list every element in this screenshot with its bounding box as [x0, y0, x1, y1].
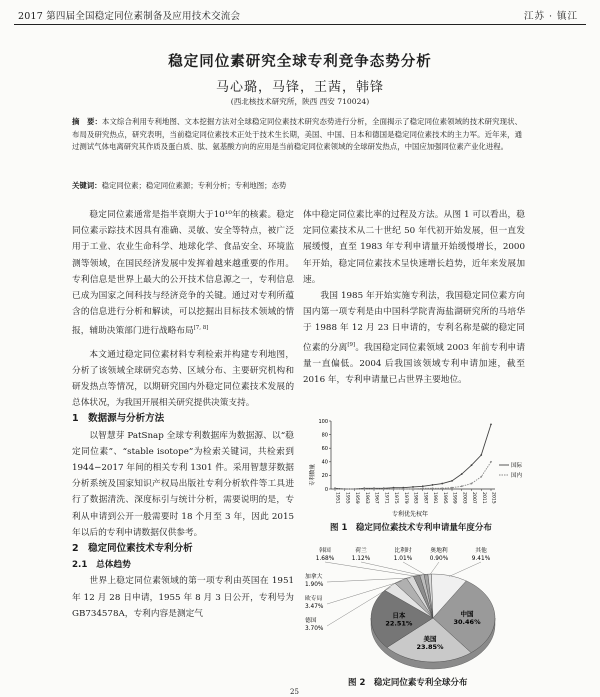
- paper-authors: 马心璐，马锋，王茜，韩锋: [215, 80, 384, 95]
- fig2-slice-value: 1.68%: [315, 556, 335, 562]
- fig1-data-point: [490, 461, 492, 463]
- figure-1-caption: 图 1 稳定同位素技术专利申请量年度分布: [330, 523, 492, 533]
- paper-title: 稳定同位素研究全球专利竞争态势分析: [168, 53, 432, 70]
- fig2-slice-value: 23.85%: [416, 643, 444, 652]
- fig1-data-point: [393, 488, 395, 490]
- fig1-x-tick-label: 2011: [480, 492, 486, 504]
- fig1-x-tick-label: 1975: [393, 492, 399, 504]
- fig1-data-point: [402, 488, 404, 490]
- fig1-y-tick-label: 100: [318, 418, 328, 425]
- fig1-series-line-0: [335, 424, 491, 489]
- fig1-data-point: [490, 424, 492, 426]
- fig1-x-tick-label: 1983: [412, 492, 418, 504]
- fig2-leader-line: [430, 562, 439, 575]
- fig1-data-point: [412, 486, 414, 488]
- fig1-x-tick-label: 1951: [334, 492, 340, 504]
- page-number: 25: [290, 688, 299, 696]
- fig1-data-point: [461, 485, 463, 487]
- section-2-heading: 2 稳定同位素技术专利分析: [72, 542, 193, 554]
- fig2-slice-value: 22.51%: [385, 619, 413, 628]
- fig1-data-point: [441, 483, 443, 485]
- fig1-x-tick-label: 1979: [402, 492, 408, 504]
- fig2-slice-label: 德国: [305, 618, 317, 624]
- fig1-x-tick-label: 1963: [363, 492, 369, 504]
- fig1-data-point: [451, 487, 453, 489]
- fig2-slice-label: 日本: [392, 611, 406, 620]
- fig1-data-point: [432, 484, 434, 486]
- paper-affiliation: (西北核技术研究所，陕西 西安 710024): [230, 97, 370, 106]
- figure-2-pie-chart: [303, 546, 525, 674]
- abstract-label: 摘 要：: [72, 117, 103, 126]
- left-column: [72, 207, 294, 622]
- fig1-x-tick-label: 2007: [471, 492, 477, 504]
- fig1-y-tick-label: 80: [321, 432, 328, 439]
- fig2-slice-value: 3.47%: [305, 604, 324, 610]
- keywords-label: 关键词：: [72, 181, 102, 190]
- fig2-slice-label: 比利时: [394, 548, 412, 554]
- fig1-y-tick-label: 0: [324, 486, 328, 493]
- fig2-slice-value: 1.90%: [305, 582, 324, 588]
- section-2-1-heading: 2.1 总体趋势: [72, 560, 131, 571]
- fig2-slice-label: 韩国: [319, 548, 331, 554]
- keywords: [72, 180, 522, 191]
- fig1-y-tick-label: 20: [321, 473, 328, 480]
- fig1-data-point: [344, 488, 346, 490]
- fig2-slice-label: 其他: [475, 548, 487, 554]
- fig1-x-tick-label: 1967: [373, 492, 379, 504]
- fig1-data-point: [471, 464, 473, 466]
- fig1-x-tick-label: 2003: [461, 492, 467, 504]
- section-2-1-body: 世界上稳定同位素领域的第一项专利由英国在 1951 年 12 月 28 日申请，1955 年 8 月 3 日公开，专利号为 GB734578A，专利内容是测定气: [72, 576, 294, 619]
- fig1-x-tick-label: 1987: [422, 492, 428, 504]
- fig1-data-point: [383, 488, 385, 490]
- header-rule: [14, 24, 586, 25]
- fig1-data-point: [432, 487, 434, 489]
- fig1-data-point: [471, 483, 473, 485]
- china-paragraph: 我国 1985 年开始实施专利法，我国稳定同位素方向国内第一项专利是由中国科学院青海盐湖研究所的马培华于 1988 年 12 月 23 日申请的，专利名称是碳的稳定同位素的分离[9]。我国稳定同位素领域 2003 年前专利申请量一直偏低。2004 后我国该领域专利申请加速，截至 2016 年，专利申请量已占世界主要地位。: [303, 291, 526, 385]
- running-header-location: 江苏 · 镇江: [523, 11, 578, 22]
- fig1-data-point: [334, 488, 336, 490]
- fig2-slice-value: 30.46%: [453, 617, 481, 626]
- fig1-y-tick-label: 40: [321, 459, 328, 466]
- running-header-conference: 2017 第四届全国稳定同位素制备及应用技术交流会: [18, 11, 241, 22]
- fig1-data-point: [480, 454, 482, 456]
- fig2-slice-label: 中国: [460, 609, 474, 618]
- fig2-slice-value: 3.70%: [305, 626, 324, 632]
- fig1-data-point: [412, 488, 414, 490]
- fig1-legend-label: 国内: [511, 473, 523, 479]
- fig1-data-point: [373, 488, 375, 490]
- abstract: [72, 116, 522, 154]
- fig1-series-line-1: [335, 462, 491, 489]
- fig2-slice-label: 欧专局: [305, 596, 323, 602]
- fig2-plot-area: [305, 546, 495, 669]
- fig1-data-point: [441, 487, 443, 489]
- right-column: [303, 207, 525, 388]
- fig1-data-point: [451, 480, 453, 482]
- intro-paragraph-1: 稳定同位素通常是指半衰期大于10¹⁰年的核素。稳定同位素示踪技术因具有准确、灵敏、安全等特点，被广泛用于工业、农业生命科学、地球化学、食品安全、环境监测等领域，在国民经济发展中发挥着越来越重要的作用。专利信息是世界上最大的公开技术信息源之一，专利信息已成为国家之间科技与经济竞争的关键。通过对专利所蕴含的信息进行分析和解读，可以挖掘出目标技术领域的情报，辅助决策部门进行战略布局[7, 8]: [72, 210, 294, 337]
- fig2-slice-value: 1.12%: [351, 556, 371, 562]
- fig1-x-tick-label: 1991: [432, 492, 438, 504]
- trend-paragraph: 体中稳定同位素比率的过程及方法。从图 1 可以看出，稳定同位素技术从二十世纪 50 年代初开始发展，但一直发展缓慢，直至 1983 年专利申请量开始缓慢增长，2000 年开始，稳定同位素技术呈快速增长趋势，近年来发展加速。: [303, 210, 525, 285]
- fig1-x-tick-label: 1959: [354, 492, 360, 504]
- fig1-data-point: [480, 476, 482, 478]
- figure-2-caption: 图 2 稳定同位素专利全球分布: [348, 678, 468, 688]
- fig1-data-point: [461, 473, 463, 475]
- fig2-leader-line: [361, 562, 422, 576]
- figure-1-line-chart: [305, 415, 527, 519]
- fig1-x-tick-label: 1999: [451, 492, 457, 504]
- fig1-data-point: [363, 488, 365, 490]
- fig2-slice-label: 奥地利: [430, 548, 448, 554]
- keywords-text: 稳定同位素；稳定同位素源；专利分析；专利地图；态势: [101, 181, 287, 190]
- fig1-y-tick-label: 60: [321, 446, 328, 452]
- fig1-data-point: [422, 485, 424, 487]
- fig2-leader-line: [327, 578, 410, 582]
- intro-paragraph-2: 本文通过稳定同位素材料专利检索并构建专利地图，分析了该领域全球研究态势、区域分布、主要研究机构和研发热点等情况，以期研究国内外稳定同位素技术发展的总体状况，为我国开展相关研究提供决策支持。: [72, 349, 294, 409]
- fig2-slice-label: 荷兰: [355, 548, 367, 554]
- fig1-x-tick-label: 1955: [344, 492, 350, 504]
- fig2-slice-label: 美国: [423, 635, 437, 644]
- citation-ref: [9]: [347, 341, 356, 348]
- fig2-leader-line: [403, 562, 426, 575]
- section-1-body: 以智慧芽 PatSnap 全球专利数据库为数据源、以“稳定同位素”、“stable isotope”为检索关键词，共检索到 1944−2017 年间的相关专利 1301 件。采用智慧芽数据分析系统及国家知识产权局出版社专利分析软件等工具进行了数据清洗、深度标引与统计分析，需要说明的是，专利从申请到公开一般需要时 18 个月至 3 年，因此 2015 年以后的专利申请数据仅供参考。: [72, 430, 294, 538]
- fig1-data-point: [354, 488, 356, 490]
- fig2-slice-label: 加拿大: [305, 574, 323, 580]
- fig1-ylabel: 专利数量: [310, 463, 316, 487]
- fig1-x-tick-label: 1971: [383, 492, 389, 504]
- fig2-slice-value: 9.41%: [471, 556, 491, 562]
- fig1-data-point: [422, 487, 424, 489]
- citation-ref: [7, 8]: [193, 325, 209, 332]
- section-1-heading: 1 数据源与分析方法: [72, 413, 165, 425]
- abstract-text: 本文综合利用专利地图、文本挖掘方法对全球稳定同位素技术研究态势进行分析，全面揭示了稳定同位素领域的技术研究现状、布局及研究热点，研究表明，当前稳定同位素技术正处于技术生长期，美国、中国、日本和德国是稳定同位素技术的主力军。近年来，通过测试气体电离研究其作质及蛋白质、肽、氨基酸方向的应用是当前稳定同位素领域的全球研发热点，中国应加强同位素产业化进程。: [72, 117, 522, 152]
- fig2-slice-value: 1.01%: [393, 556, 413, 562]
- fig1-legend-label: 国际: [511, 463, 523, 469]
- fig1-x-tick-label: 1995: [441, 492, 447, 504]
- fig1-x-tick-label: 2015: [490, 492, 496, 504]
- fig1-plot-area: [318, 419, 522, 504]
- fig1-xlabel: 专利优先权年: [391, 511, 429, 518]
- fig2-leader-line: [449, 562, 481, 576]
- fig2-slice-value: 0.90%: [429, 556, 449, 562]
